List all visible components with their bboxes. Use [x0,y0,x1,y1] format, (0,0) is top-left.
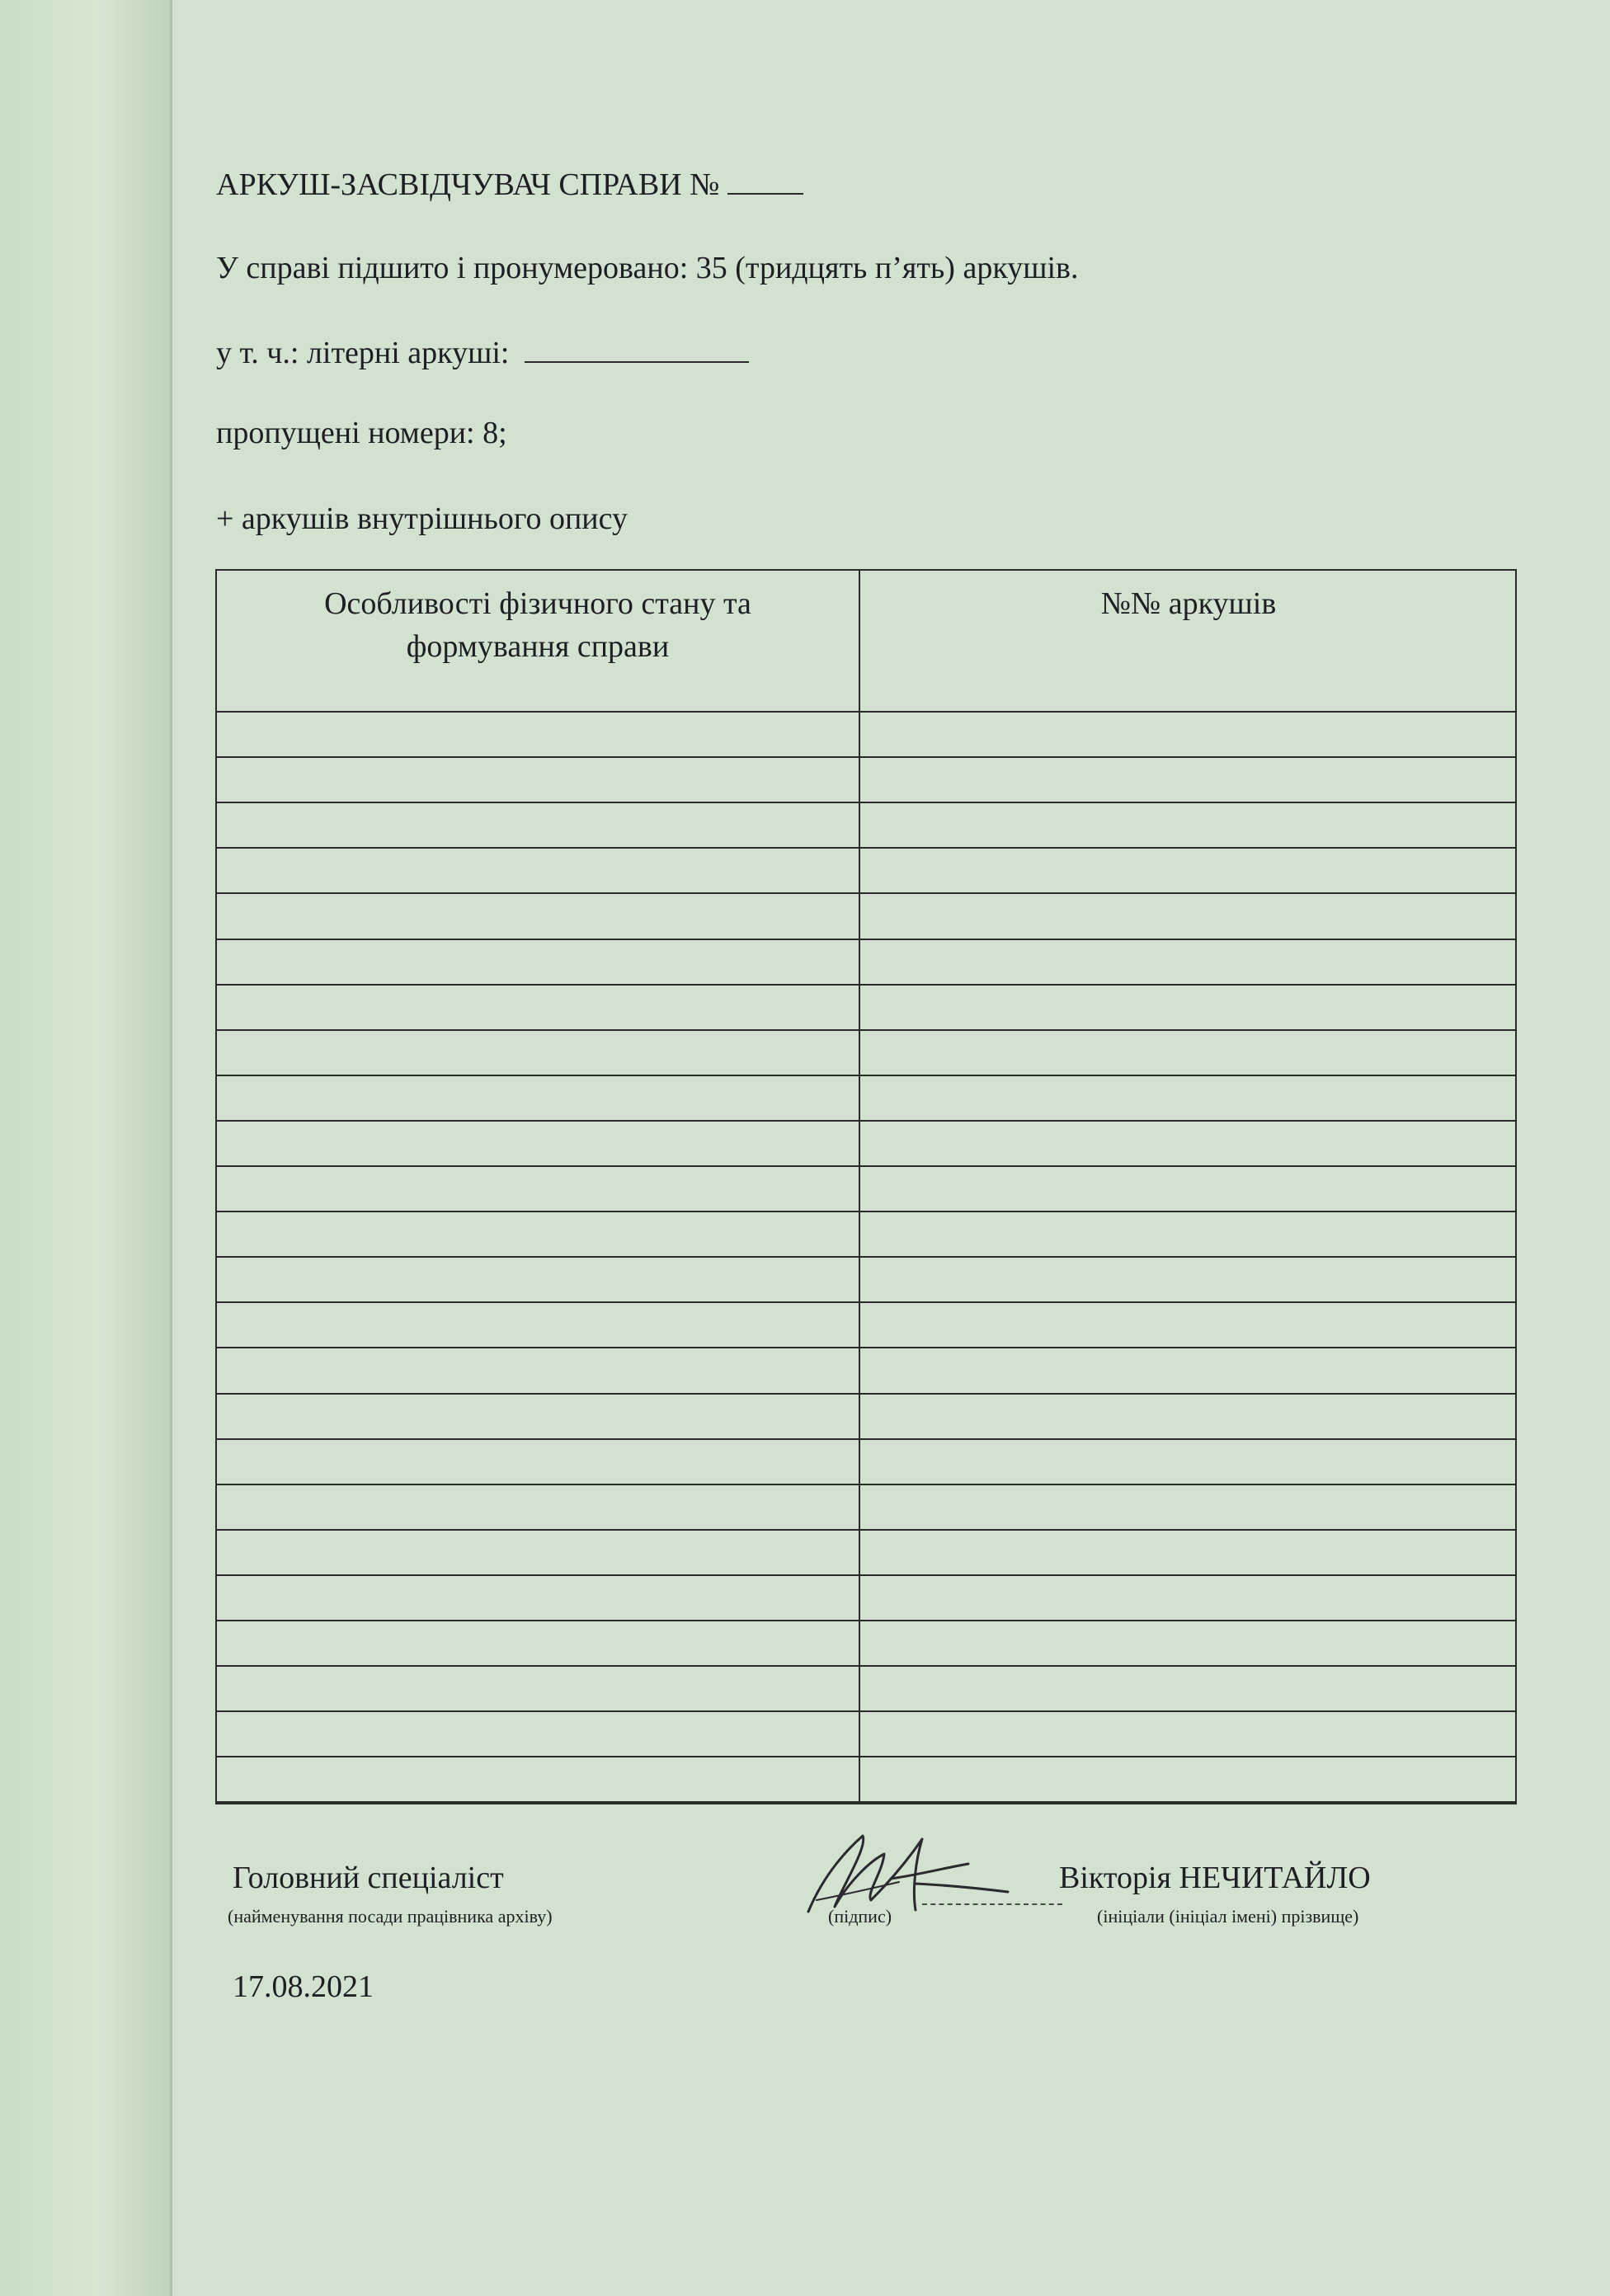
table-row [217,1301,1515,1303]
table-row [217,1756,1515,1757]
table-row [217,939,1515,940]
table-row [217,1211,1515,1212]
missing-numbers-line: пропущені номери: 8; [216,416,507,450]
table-row [217,1529,1515,1531]
lettered-sheets-label: у т. ч.: літерні аркуші: [216,336,510,370]
signature-caption: (підпис) [828,1906,892,1927]
table-header-condition-line: формування справи [406,629,670,664]
table-row [217,1075,1515,1076]
document-title-text: АРКУШ-ЗАСВІДЧУВАЧ СПРАВИ № [216,167,720,202]
sheet-count-line: У справі підшито і пронумеровано: 35 (тридцять п’ять) аркушів. [216,251,1079,285]
table-row [217,1165,1515,1167]
table-row [217,1620,1515,1621]
signer-name: Вікторія НЕЧИТАЙЛО [1059,1861,1371,1895]
table-row [217,984,1515,986]
document-title [216,165,803,204]
signer-name-caption: (ініціали (ініціал імені) прізвище) [1097,1906,1359,1927]
table-column-divider [859,571,860,1803]
table-row [217,711,1515,713]
table-row [217,1665,1515,1667]
lettered-sheets-blank [525,333,749,363]
table-row [217,892,1515,894]
folded-margin [0,0,173,2296]
table-row [217,1256,1515,1258]
signer-post-caption: (найменування посади працівника архіву) [228,1906,553,1927]
table-header-condition-line: Особливості фізичного стану та [324,586,751,621]
table-row [217,1347,1515,1348]
table-row [217,1438,1515,1440]
table-header-condition [217,582,859,668]
table-row [217,1393,1515,1395]
table-row [217,1120,1515,1122]
table-row [217,1801,1515,1803]
document-date: 17.08.2021 [233,1969,374,2004]
table-row [217,802,1515,803]
table-header-sheet-numbers: №№ аркушів [1100,586,1277,621]
signer-post: Головний спеціаліст [233,1861,504,1895]
table-row [217,847,1515,849]
lettered-sheets-line [216,333,749,372]
table-row [217,756,1515,758]
inventory-sheets-line: + аркушів внутрішнього опису [216,501,628,536]
condition-table [215,569,1517,1804]
table-row [217,1484,1515,1485]
table-row [217,1574,1515,1576]
table-row [217,1710,1515,1712]
case-number-blank [727,165,803,195]
signature-tail-dashes [922,1903,1062,1905]
table-row [217,1029,1515,1031]
